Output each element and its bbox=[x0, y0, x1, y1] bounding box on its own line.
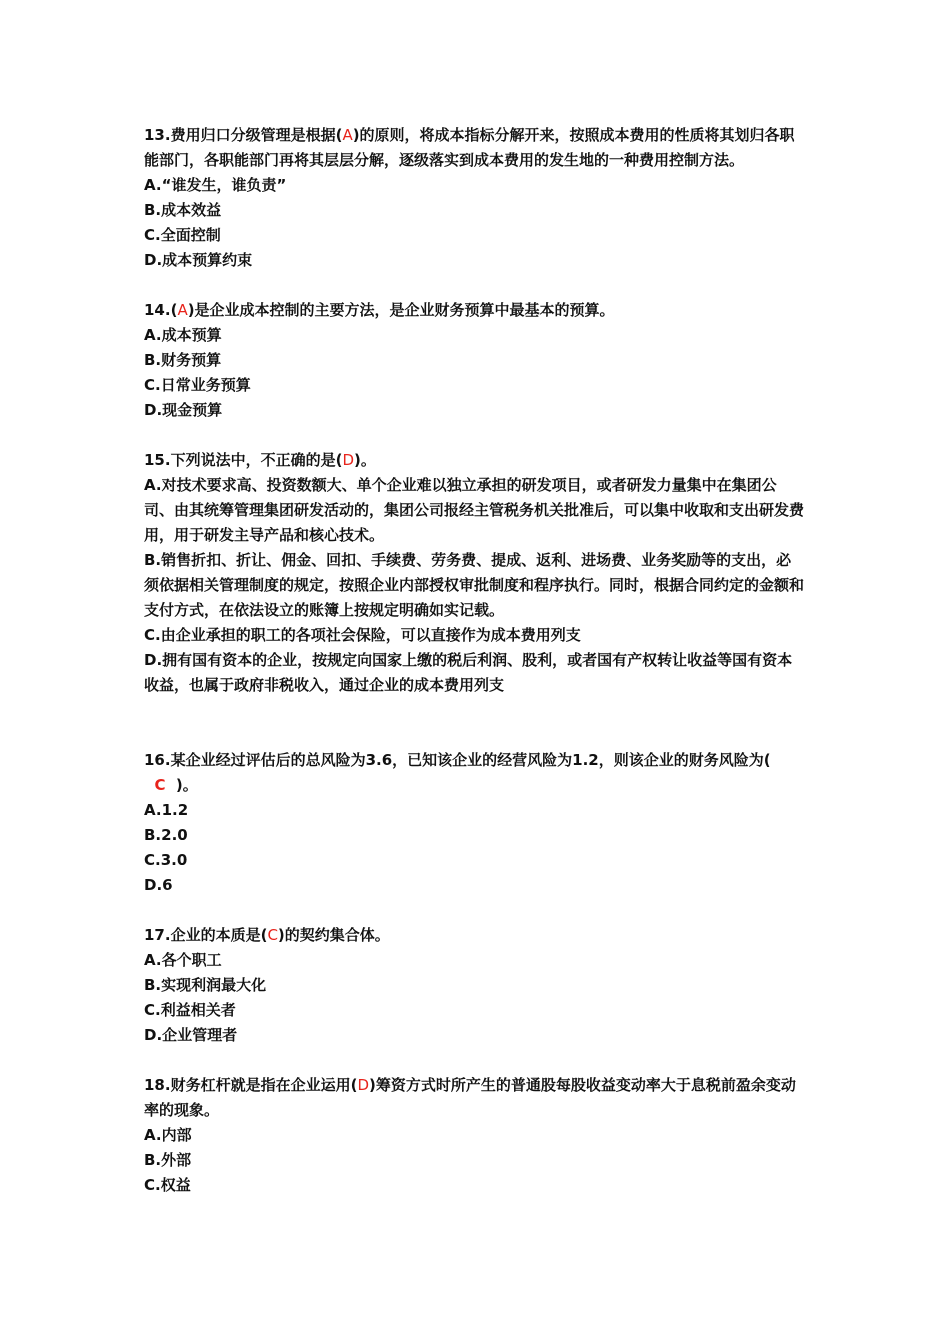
answer-mark: C bbox=[144, 776, 176, 794]
option-c: C.全面控制 bbox=[144, 226, 221, 244]
question-stem bbox=[144, 1073, 804, 1123]
option-b: B.外部 bbox=[144, 1151, 192, 1169]
stem-text: )是企业成本控制的主要方法，是企业财务预算中最基本的预算。 bbox=[187, 301, 615, 319]
question-list bbox=[144, 123, 804, 1223]
option-b: B.2.0 bbox=[144, 826, 188, 844]
option-d: D.6 bbox=[144, 876, 173, 894]
option-c: C.日常业务预算 bbox=[144, 376, 251, 394]
option-a: A.“谁发生，谁负责” bbox=[144, 176, 287, 194]
question-stem bbox=[144, 923, 804, 948]
question-18 bbox=[144, 1073, 804, 1198]
option-b: B.实现利润最大化 bbox=[144, 976, 267, 994]
option-d: D.拥有国有资本的企业，按规定向国家上缴的税后利润、股利，或者国有产权转让收益等国有资本收益，也属于政府非税收入，通过企业的成本费用列支 bbox=[144, 651, 793, 694]
answer-mark: D bbox=[357, 1076, 369, 1094]
stem-text: )的契约集合体。 bbox=[277, 926, 390, 944]
stem-text: )。 bbox=[354, 451, 376, 469]
option-a: A.成本预算 bbox=[144, 326, 222, 344]
option-b: B.销售折扣、折让、佣金、回扣、手续费、劳务费、提成、返利、进场费、业务奖励等的支出，必须依据相关管理制度的规定，按照企业内部授权审批制度和程序执行。同时，根据合同约定的金额和支付方式，在依法设立的账簿上按规定明确如实记载。 bbox=[144, 551, 805, 619]
question-13 bbox=[144, 123, 804, 273]
stem-text: 18.财务杠杆就是指在企业运用( bbox=[144, 1076, 358, 1094]
stem-text: 17.企业的本质是( bbox=[144, 926, 268, 944]
question-14 bbox=[144, 298, 804, 423]
option-d: D.现金预算 bbox=[144, 401, 223, 419]
stem-text: 14.( bbox=[144, 301, 178, 319]
stem-text: )的原则，将成本指标分解开来，按照成本费用的性质将其划归各职能部门，各职能部门再将其层层分解，逐级落实到成本费用的发生地的一种费用控制方法。 bbox=[144, 126, 795, 169]
question-stem bbox=[144, 298, 804, 323]
question-15 bbox=[144, 448, 804, 698]
stem-text: )筹资方式时所产生的普通股每股收益变动率大于息税前盈余变动率的现象。 bbox=[144, 1076, 796, 1119]
question-16 bbox=[144, 748, 804, 898]
option-d: D.企业管理者 bbox=[144, 1026, 238, 1044]
option-d: D.成本预算约束 bbox=[144, 251, 253, 269]
answer-mark: A bbox=[177, 301, 188, 319]
question-stem bbox=[144, 123, 804, 173]
stem-text: 15.下列说法中，不正确的是( bbox=[144, 451, 343, 469]
option-a: A.各个职工 bbox=[144, 951, 222, 969]
question-stem bbox=[144, 448, 804, 473]
option-b: B.财务预算 bbox=[144, 351, 222, 369]
answer-mark: A bbox=[342, 126, 353, 144]
option-c: C.利益相关者 bbox=[144, 1001, 236, 1019]
option-b: B.成本效益 bbox=[144, 201, 222, 219]
option-a: A.对技术要求高、投资数额大、单个企业难以独立承担的研发项目，或者研发力量集中在集团公司、由其统筹管理集团研发活动的，集团公司报经主管税务机关批准后，可以集中收取和支出研发费用，用于研发主导产品和核心技术。 bbox=[144, 476, 805, 544]
option-a: A.内部 bbox=[144, 1126, 192, 1144]
option-c: C.3.0 bbox=[144, 851, 188, 869]
stem-text: 16.某企业经过评估后的总风险为3.6，已知该企业的经营风险为1.2，则该企业的财务风险为( bbox=[144, 751, 771, 769]
stem-text: )。 bbox=[175, 776, 198, 794]
question-stem bbox=[144, 748, 804, 798]
option-a: A.1.2 bbox=[144, 801, 189, 819]
option-c: C.由企业承担的职工的各项社会保险，可以直接作为成本费用列支 bbox=[144, 626, 581, 644]
stem-text: 13.费用归口分级管理是根据( bbox=[144, 126, 343, 144]
answer-mark: D bbox=[342, 451, 354, 469]
option-c: C.权益 bbox=[144, 1176, 191, 1194]
answer-mark: C bbox=[267, 926, 278, 944]
question-17 bbox=[144, 923, 804, 1048]
